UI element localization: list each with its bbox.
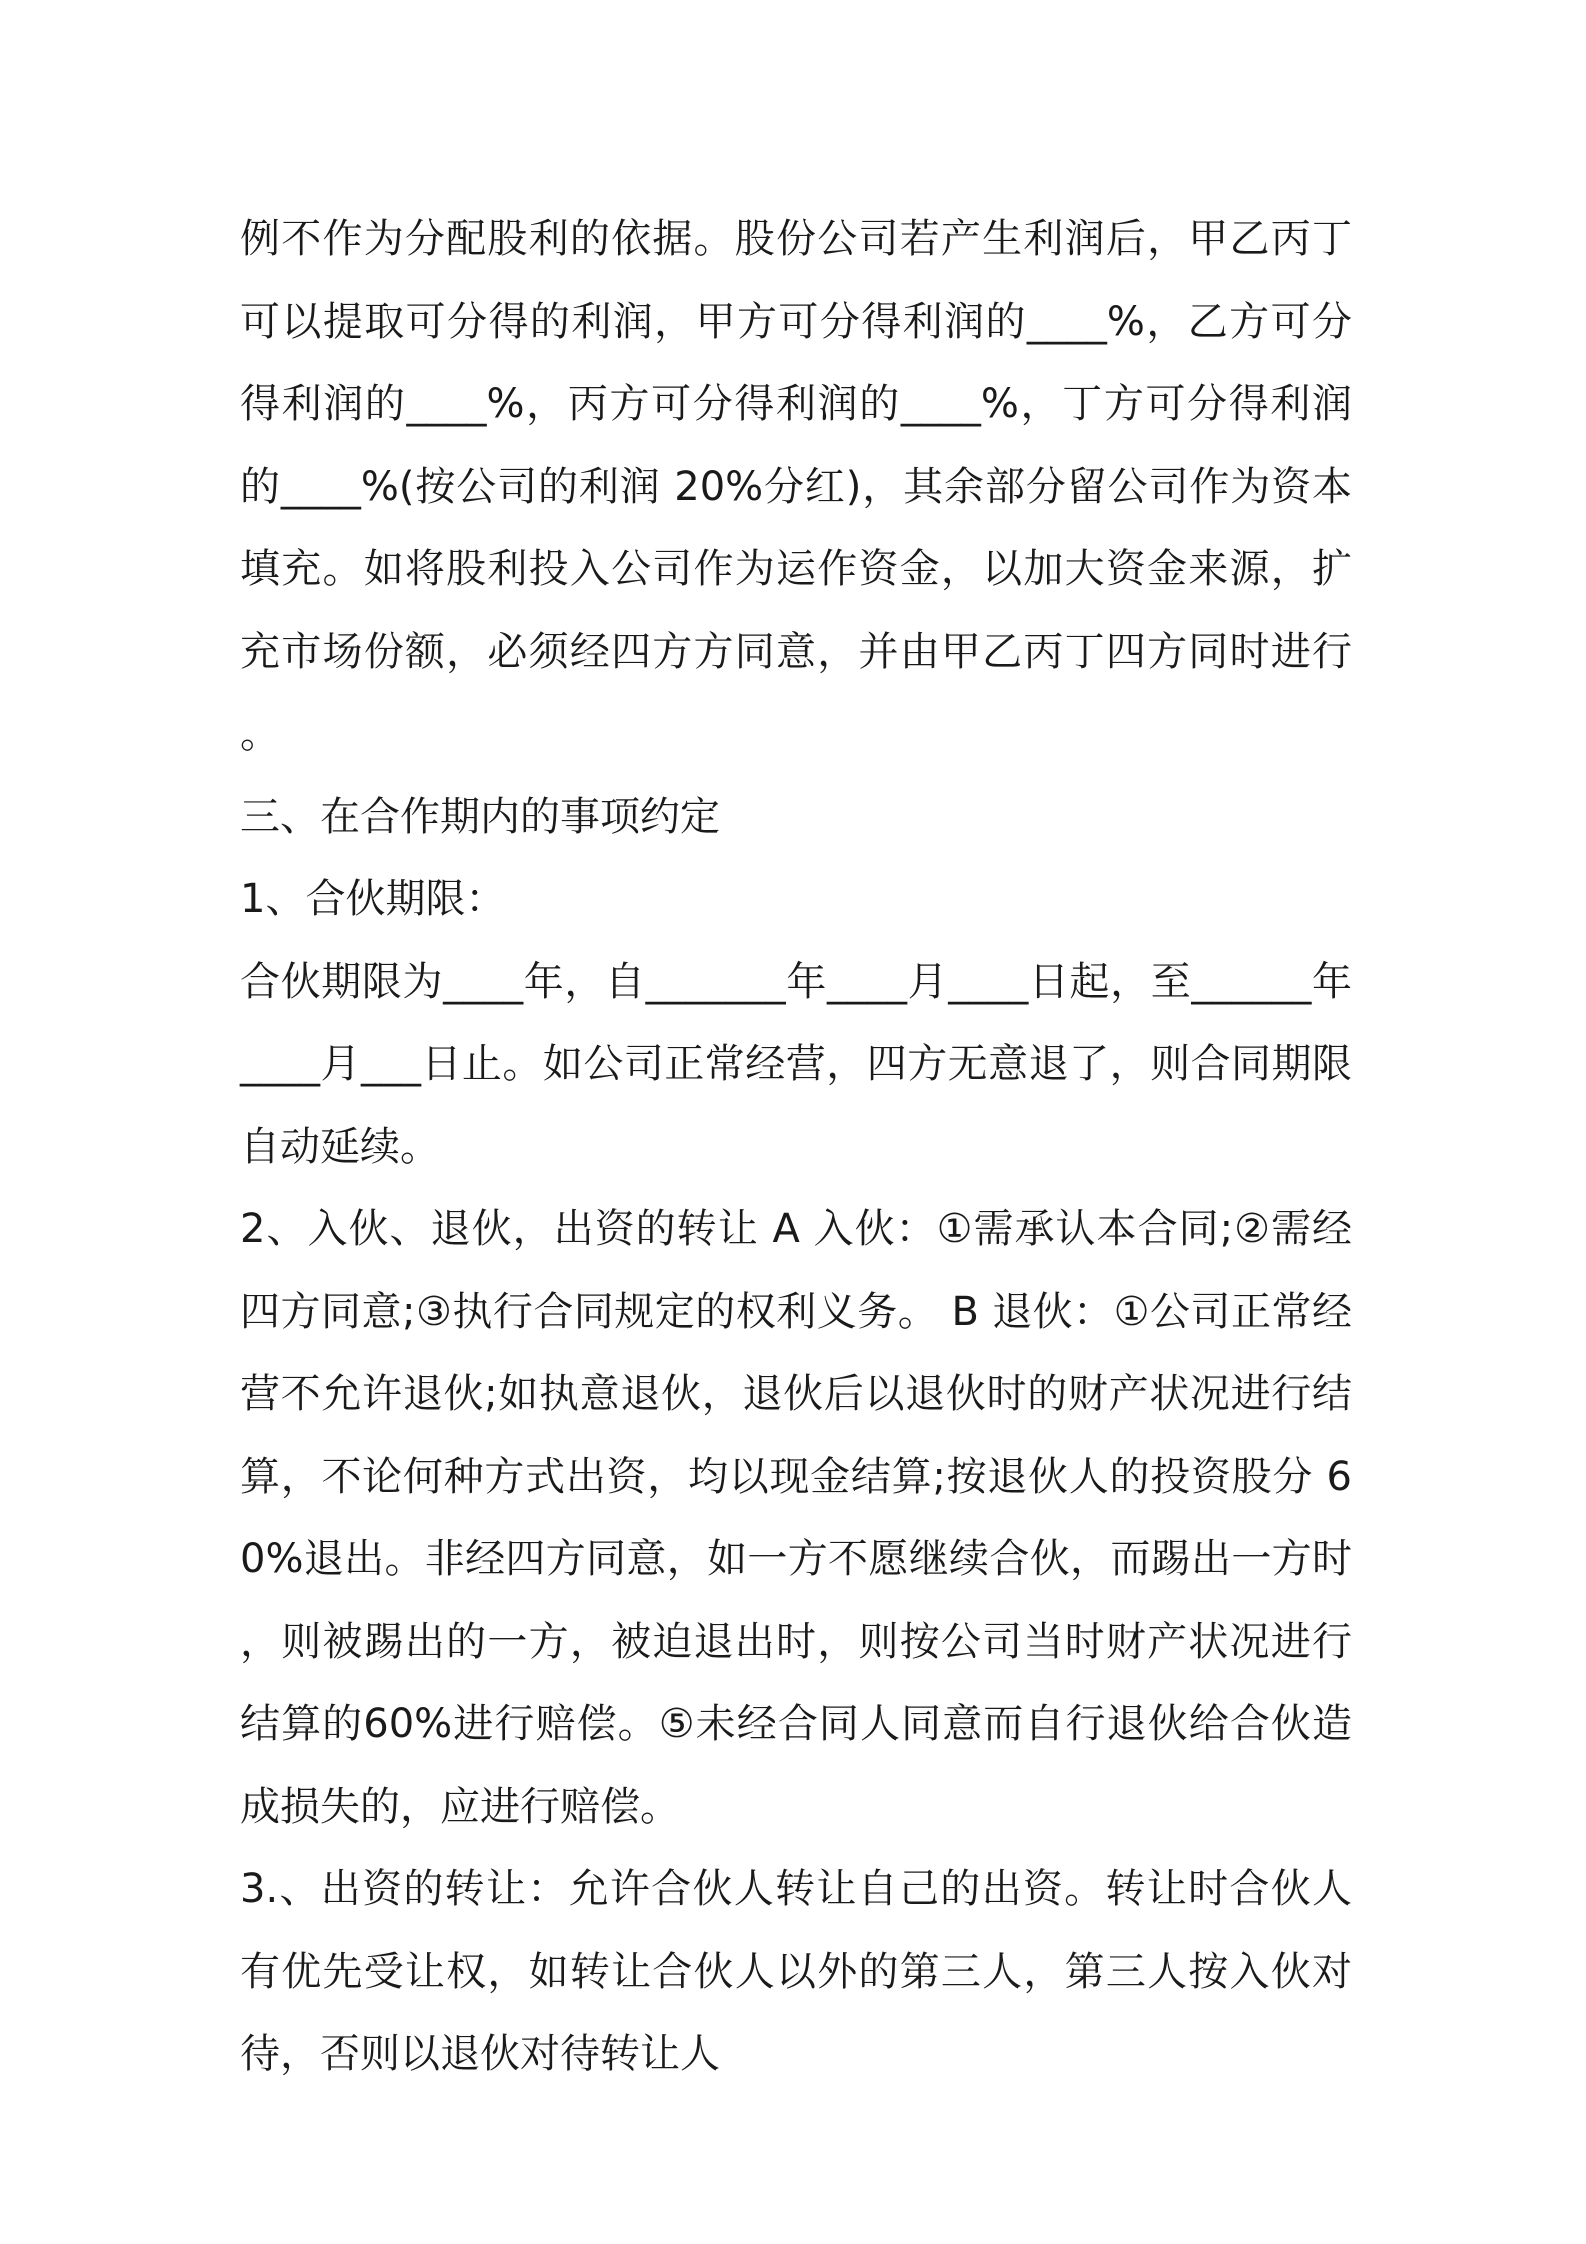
clause-heading-partnership-term: 1、合伙期限： xyxy=(240,876,506,922)
paragraph-partnership-term: 合伙期限为____年，自_______年____月____日起，至______年____月___日止。如公司正常经营，四方无意退了，则合同期限自动延续。 xyxy=(240,958,1352,1170)
section-heading-cooperation-terms: 三、在合作期内的事项约定 xyxy=(240,793,720,840)
document-body xyxy=(240,198,1352,2096)
paragraph-join-withdraw: 2、入伙、退伙，出资的转让 A 入伙：①需承认本合同;②需经四方同意;③执行合同规定的权利义务。 B 退伙：①公司正常经营不允许退伙;如执意退伙，退伙后以退伙时的财产状况进行结算，不论何种方式出资，均以现金结算;按退伙人的投资股分 60%退出。非经四方同意，如一方不愿继续合伙，而踢出一方时，则被踢出的一方，被迫退出时，则按公司当时财产状况进行结算的60%进行赔偿。⑤未经合同人同意而自行退伙给合伙造成损失的，应进行赔偿。 xyxy=(240,1206,1352,1830)
paragraph-profit-distribution: 例不作为分配股利的依据。股份公司若产生利润后，甲乙丙丁可以提取可分得的利润，甲方可分得利润的____%，乙方可分得利润的____%，丙方可分得利润的____%，丁方可分得利润的____%(按公司的利润 20%分红)，其余部分留公司作为资本填充。如将股利投入公司作为运作资金，以加大资金来源，扩充市场份额，必须经四方方同意，并由甲乙丙丁四方同时进行。 xyxy=(240,216,1352,757)
paragraph-capital-transfer: 3.、出资的转让：允许合伙人转让自己的出资。转让时合伙人有优先受让权，如转让合伙人以外的第三人，第三人按入伙对待，否则以退伙对待转让人 xyxy=(240,1866,1352,2077)
